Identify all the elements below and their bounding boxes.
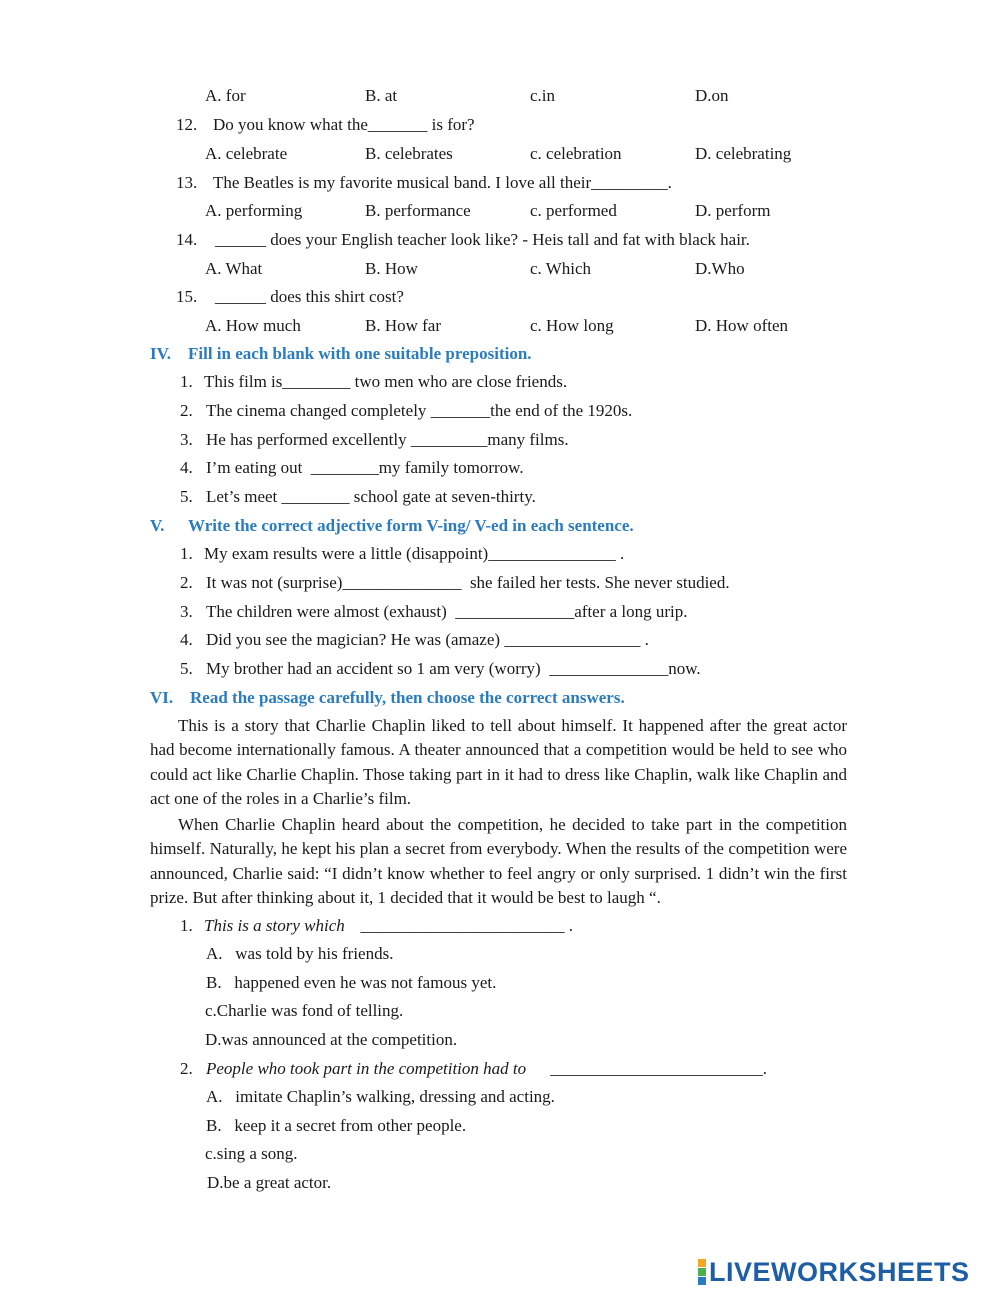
section-v-numeral: V. <box>150 516 165 535</box>
q15-option-a[interactable]: A. How much <box>205 316 301 335</box>
reading-q1-number: 1. <box>180 916 193 935</box>
section-iv-item-text: The cinema changed completely _______the end of the 1920s. <box>206 401 633 420</box>
q13-option-d[interactable]: D. perform <box>695 201 771 220</box>
section-iv-heading: Fill in each blank with one suitable preposition. <box>188 344 532 363</box>
section-iv-item-number: 1. <box>180 372 193 391</box>
q12-option-b[interactable]: B. celebrates <box>365 144 453 163</box>
reading-q1-option-a[interactable]: A. was told by his friends. <box>206 944 394 963</box>
logo-blocks-icon <box>698 1259 706 1285</box>
reading-q1-stem: This is a story which <box>204 916 345 935</box>
q13-option-a[interactable]: A. performing <box>205 201 303 220</box>
section-iv-numeral: IV. <box>150 344 171 363</box>
q15-number: 15. <box>176 287 198 306</box>
passage-paragraph-2: When Charlie Chaplin heard about the competition, he decided to take part in the competition himself. Naturally, he kept his plan a secret from everybody. When the results of the competition were announced, Charlie said: “I didn’t know whether to feel angry or only surprised. 1 didn’t win the first prize. But after thinking about it, 1 decided that it would be best to laugh “. <box>150 815 847 907</box>
q11-option-c[interactable]: c.in <box>530 86 556 105</box>
reading-q2-stem: People who took part in the competition had to <box>206 1059 527 1078</box>
q13-number: 13. <box>176 173 198 192</box>
section-iv-item-text: This film is________ two men who are close friends. <box>204 372 568 391</box>
reading-q2-option-a[interactable]: A. imitate Chaplin’s walking, dressing and acting. <box>206 1087 555 1106</box>
q14-option-c[interactable]: c. Which <box>530 259 592 278</box>
section-v-item-text: My exam results were a little (disappoint)_______________ . <box>204 544 625 563</box>
q15-text: ______ does this shirt cost? <box>215 287 404 306</box>
q12-option-d[interactable]: D. celebrating <box>695 144 792 163</box>
section-v-item-text: The children were almost (exhaust) ______________after a long urip. <box>206 602 688 621</box>
reading-q2-option-d[interactable]: D.be a great actor. <box>207 1173 332 1192</box>
reading-q1-blank[interactable]: ________________________ . <box>352 916 573 935</box>
q15-option-d[interactable]: D. How often <box>695 316 789 335</box>
logo-block-s <box>698 1277 706 1285</box>
q12-option-c[interactable]: c. celebration <box>530 144 622 163</box>
section-iv-item-number: 2. <box>180 401 193 420</box>
q13-text: The Beatles is my favorite musical band. I love all their_________. <box>213 173 672 192</box>
section-v-item-number: 2. <box>180 573 193 592</box>
section-iv-item-text: He has performed excellently _________many films. <box>206 430 569 449</box>
q13-option-c[interactable]: c. performed <box>530 201 617 220</box>
reading-q2-number: 2. <box>180 1059 193 1078</box>
section-v-item-number: 1. <box>180 544 193 563</box>
liveworksheets-logo <box>698 1257 970 1287</box>
reading-q2-blank[interactable]: _________________________. <box>546 1059 767 1078</box>
q14-number: 14. <box>176 230 198 249</box>
section-v-item-number: 5. <box>180 659 193 678</box>
section-vi-heading: Read the passage carefully, then choose the correct answers. <box>190 688 625 707</box>
section-v-heading: Write the correct adjective form V-ing/ V-ed in each sentence. <box>188 516 634 535</box>
q14-text: ______ does your English teacher look like? - Heis tall and fat with black hair. <box>215 230 750 249</box>
q13-option-b[interactable]: B. performance <box>365 201 471 220</box>
section-iv-item-text: Let’s meet ________ school gate at seven-thirty. <box>206 487 536 506</box>
q12-option-a[interactable]: A. celebrate <box>205 144 288 163</box>
section-iv-item-number: 4. <box>180 458 193 477</box>
reading-q2-option-b[interactable]: B. keep it a secret from other people. <box>206 1116 467 1135</box>
q15-option-c[interactable]: c. How long <box>530 316 614 335</box>
passage-paragraph-1: This is a story that Charlie Chaplin liked to tell about himself. It happened after the great actor had become internationally famous. A theater announced that a competition would be held to see who could act like Charlie Chaplin. Those taking part in it had to dress like Chaplin, walk like Chaplin and act one of the roles in a Charlie’s film. <box>150 716 847 808</box>
section-iv-item-number: 5. <box>180 487 193 506</box>
section-v-item-number: 3. <box>180 602 193 621</box>
q14-option-b[interactable]: B. How <box>365 259 418 278</box>
q15-option-b[interactable]: B. How far <box>365 316 442 335</box>
reading-q1-option-b[interactable]: B. happened even he was not famous yet. <box>206 973 497 992</box>
section-v-item-text: It was not (surprise)______________ she failed her tests. She never studied. <box>206 573 730 592</box>
reading-q2-option-c[interactable]: c.sing a song. <box>205 1144 298 1163</box>
section-v-item-text: Did you see the magician? He was (amaze) ________________ . <box>206 630 649 649</box>
section-v-item-text: My brother had an accident so 1 am very (worry) ______________now. <box>206 659 701 678</box>
section-iv-item-text: I’m eating out ________my family tomorrow. <box>206 458 524 477</box>
section-v-item-number: 4. <box>180 630 193 649</box>
section-vi-numeral: VI. <box>150 688 174 707</box>
q11-option-a[interactable]: A. for <box>205 86 246 105</box>
reading-q1-option-d[interactable]: D.was announced at the competition. <box>205 1030 458 1049</box>
reading-q1-option-c[interactable]: c.Charlie was fond of telling. <box>205 1001 404 1020</box>
q11-option-d[interactable]: D.on <box>695 86 729 105</box>
section-iv-item-number: 3. <box>180 430 193 449</box>
q11-option-b[interactable]: B. at <box>365 86 398 105</box>
q12-number: 12. <box>176 115 198 134</box>
logo-wordmark: LIVEWORKSHEETS <box>709 1256 970 1287</box>
q14-option-d[interactable]: D.Who <box>695 259 745 278</box>
logo-block-l <box>698 1259 706 1267</box>
logo-block-w <box>698 1268 706 1276</box>
q12-text: Do you know what the_______ is for? <box>213 115 475 134</box>
q14-option-a[interactable]: A. What <box>205 259 263 278</box>
